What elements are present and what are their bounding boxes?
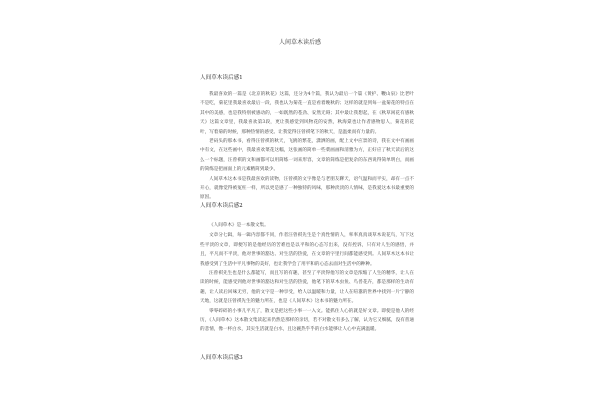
paragraph: 我最喜欢的一篇是《北京的秋花》这篇，还分为4个篇，我认为最后一个篇《黄护、鞭山泉》比老叶不是吃，菊花里我最喜欢最后一段，我也认为菊花一直是看着晚秋的；这样的就是到每一盆菊花的特点在其中的美感，也是我特别被感动的，一如既然的苍劲、安然无碍；其中最让我想起，在《秋草闲花有感秋天》这篇文章里，我最喜欢第3段，更让我感觉到风物花的安然，秋海棠也让作者感物思人，菊花的花叶，写着菊的时候，那种热情的感受。让我觉得汪曾祺笔下的秋天，是温柔而有力量的。 <box>200 92 414 135</box>
section-heading: 人间草木读后感3 <box>200 355 243 361</box>
paragraph: 文章分七辑，每一辑内容都不同，作者汪曾祺先生是个真性情的人，率率真真谈草木说花鸟，写下这些平淡的文章，即便写的是他经历的苦难也是以平和的心态写出来，没有控诉，只有对人生的感悟，并且，平凡而不平淡，他对世事的豁达、对生活的热爱，在文章的字里行间都能感受到。人间草木这本书让我感受到了生活中平凡事物的美好，也让我学会了用平和的心态去面对生活中的种种。 <box>200 233 414 267</box>
document-title: 人间草木读后感 <box>278 39 321 46</box>
paragraph: 汪曾祺先生也是什么都能写，而且写的有趣，甚至了平淡得他写的文章是浓缩了人生的精华，让人在读的时候，能感受到他对世事的豁达和对生活的热爱，他笔下的草木虫鱼、鸟兽花卉，都是那样的生动有趣，让人读后回味无穷，他的文字是一种享受，给人以温暖和力量，让人在喧嚣的世界中找到一片宁静的天地，这就是汪曾祺先生的魅力所在，也是《人间草木》这本书的魅力所在。 <box>200 271 414 305</box>
paragraph: 零零碎碎的小事儿平凡了，散文是把这些小事一一入文。能抓住人心的就是好文章。即使是他人的经历，《人间草木》这本散文集读起来仍然是那样的亲切，若不对散文有多么了解，认为它又细腻，没有普通的悲情，像一杯白水，其实生活就是白水，且这碗热乎乎的白水能够让人心中充满温暖。 <box>200 308 414 333</box>
section-2 <box>200 201 414 335</box>
section-heading: 人间草木读后感1 <box>200 75 243 81</box>
paragraph: 老码头的那本书，看得汪曾祺的秋天，飞鸥的繁花，潇洒的画，配上文中应景的诗，我在文中有画画中有文，在这些画中，我最喜欢菜花这幅，这张画的简单一些菜画画和清雅为方，正好应了秋天读后的这么一个标题，汪曾祺的文和画都可以用简练一词来形容，文章的简练是把复杂的东西说得简单明白，而画的简练是把画面上的元素精简到最少。 <box>200 139 414 173</box>
section-3 <box>200 353 414 370</box>
section-1 <box>200 73 414 203</box>
section-heading: 人间草木读后感2 <box>200 203 243 209</box>
paragraph: 《人间草木》是一本散文集。 <box>209 223 269 228</box>
paragraph: 人间草木这本书是我最喜欢的读物，汪曾祺的文字像是与老朋友聊天，语气温和而平实，却有一点不开心，就像觉得被冤枉一样，所以更是感了一种独特的风味，那种淡淡的人情味，是我爱这本书最重要的原因。 <box>200 176 414 201</box>
